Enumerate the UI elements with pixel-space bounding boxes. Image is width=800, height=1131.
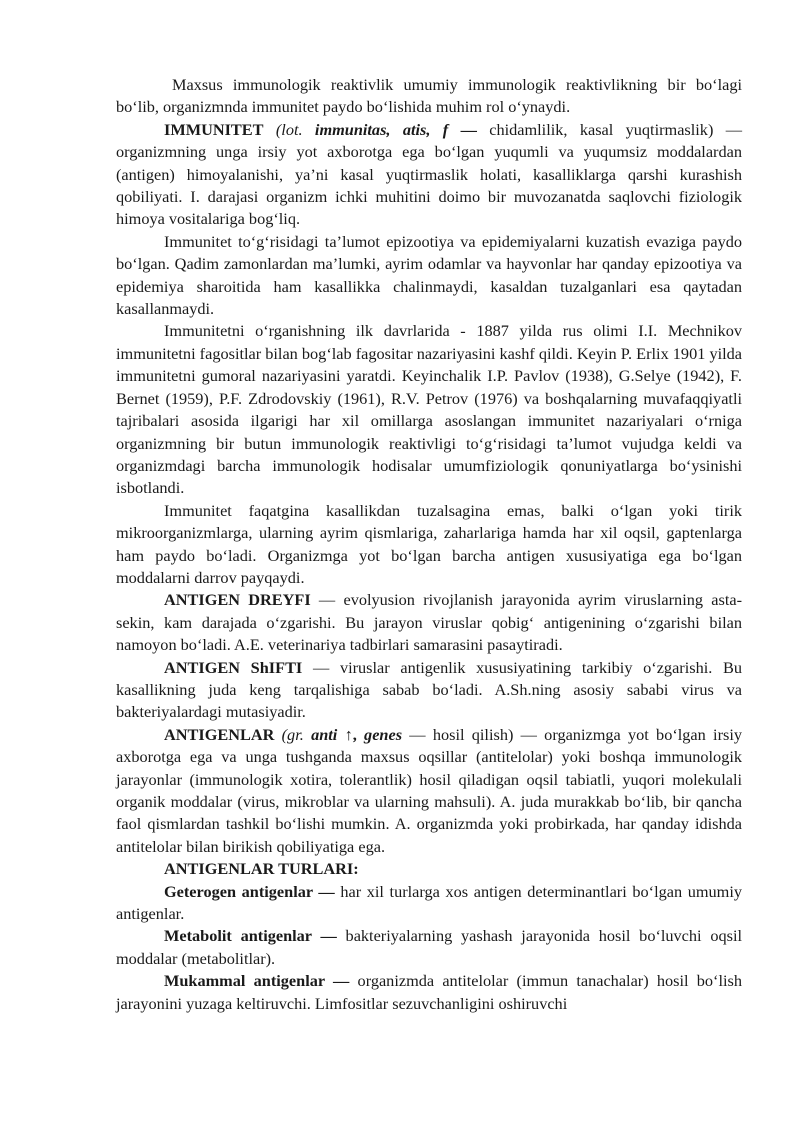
term-heading: Geterogen antigenlar: [164, 881, 313, 901]
paragraph-scope: [116, 500, 742, 590]
paragraph-intro: [116, 74, 742, 119]
paragraph-geterogen: [116, 881, 742, 926]
definition-dash: —: [448, 119, 490, 139]
term-heading: Mukammal antigenlar: [164, 971, 325, 991]
definition-dash: —: [311, 926, 346, 946]
definition-dash: —: [310, 590, 344, 610]
paragraph-mukammal: [116, 970, 742, 1015]
paragraph-text: bakteriyalarning yashash jarayonida hosil bo‘luvchi oqsil moddalar (metabolitlar).: [116, 926, 742, 968]
paragraph-text: Maxsus immunologik reaktivlik umumiy immunologik reaktivlikning bir bo‘lagi bo‘lib, organizmnda immunitet paydo bo‘lishida muhim rol o‘ynaydi.: [116, 75, 742, 117]
paragraph-immunitet: [116, 119, 742, 231]
definition-dash: —: [324, 971, 358, 991]
paragraph-metabolit: [116, 925, 742, 970]
etymology-symbol: ↑,: [337, 724, 365, 744]
term-heading: Metabolit antigenlar: [164, 926, 312, 946]
section-heading-antigen-types: [116, 858, 742, 880]
paragraph-text: Immunitetni o‘rganishning ilk davrlarida - 1887 yilda rus olimi I.I. Mechnikov immunitetni fagositlar bilan bog‘lab fagositar nazariyasini kashf qildi. Keyin P. Erlix 1901 yilda immunitetni gumoral nazariyasini yaratdi. Keyinchalik I.P. Pavlov (1938), G.Selye (1942), F. Bernet (1959), P.F. Zdrodovskiy (1961), R.V. Petrov (1976) va boshqalarning muvafaqqiyatli tajribalari asosida ilgarigi har xil omillarga asoslangan immunitet nazariyalari o‘rniga organizmning bir butun immunologik reaktivligi to‘g‘risidagi ta’lumot vujudga keldi va organizmdagi barcha immunologik hodisalar umumfiziologik qonuniyatlarga bo‘ysinishi isbotlandi.: [116, 321, 742, 498]
paragraph-text: chidamlilik, kasal yuqtirmaslik) — organizmning unga irsiy yot axborotga ega bo‘lgan yuqumli va yuqumsiz moddalardan (antigen) himoyalanishi, ya’ni kasal yuqtirmaslik holati, kasalliklarga qarshi kurashish qobiliyati. I. darajasi organizm ichki muhitini doimo bir muvozanatda saqlovchi fiziologik himoya vositalariga bog‘liq.: [116, 119, 743, 229]
etymology-word: genes: [364, 724, 403, 744]
paragraph-text: Immunitet to‘g‘risidagi ta’lumot epizootiya va epidemiyalarni kuzatish evaziga paydo bo‘lgan. Qadim zamonlardan ma’lumki, ayrim odamlar va hayvonlar har qanday epizootiya va epidemiya sharoitida ham kasallikka chalinmaydi, kasaldan tuzalganlari esa qaytadan kasallanmaydi.: [116, 231, 742, 319]
paragraph-history-1: [116, 231, 742, 321]
paragraph-text: hosil qilish) — organizmga yot bo‘lgan irsiy axborotga ega va unga tushganda maxsus oqsillar (antitelolar) yoki boshqa immunologik jarayonlar (immunologik xotira, tolerantlik) hosil qiladigan oqsil tabiatli, yuqori molekulali organik moddalar (virus, mikroblar va ularning mahsuli). A. juda murakkab bo‘lib, bir qancha faol qismlardan tashkil bo‘lishi mumkin. A. organizmda yoki probirkada, har qanday idishda antitelolar bilan birikish qobiliyatiga ega.: [116, 724, 742, 856]
paragraph-antigen-shift: [116, 657, 742, 724]
paragraph-history-2: [116, 320, 742, 499]
etymology-word: anti: [311, 724, 338, 744]
definition-dash: —: [302, 657, 340, 677]
term-heading: ANTIGEN DREYFI: [164, 590, 311, 610]
term-heading: ANTIGENLAR: [164, 724, 275, 744]
paragraph-antigenlar: [116, 724, 742, 858]
etymology-word: immunitas, atis, f: [314, 119, 449, 139]
paragraph-text: viruslar antigenlik xususiyatining tarkibiy o‘zgarishi. Bu kasallikning juda keng tarqalishiga sabab bo‘ladi. A.Sh.ning asosiy sababi virus va bakteriyalardagi mutasiyadir.: [116, 657, 743, 722]
definition-dash: —: [402, 724, 433, 744]
definition-dash: —: [312, 881, 341, 901]
etymology-prefix: (gr.: [274, 724, 312, 744]
term-heading: IMMUNITET: [164, 119, 264, 139]
paragraph-text: Immunitet faqatgina kasallikdan tuzalsagina emas, balki o‘lgan yoki tirik mikroorganizmlarga, ularning ayrim qismlariga, zaharlariga hamda har xil oqsil, gaptenlarga ham paydo bo‘ladi. Organizmga yot bo‘lgan barcha antigen xususiyatiga ega bo‘lgan moddalarni darrov payqaydi.: [116, 500, 742, 587]
paragraph-antigen-drift: [116, 589, 742, 656]
paragraph-text: evolyusion rivojlanish jarayonida ayrim viruslarning asta-sekin, kam darajada o‘zgarishi. Bu jarayon viruslar qobig‘ antigenining o‘zgarishi bilan namoyon bo‘ladi. A.E. veterinariya tadbirlari samarasini pasaytiradi.: [116, 590, 742, 655]
etymology-prefix: (lot.: [263, 119, 315, 139]
section-heading: ANTIGENLAR TURLARI:: [164, 859, 359, 879]
paragraph-text: har xil turlarga xos antigen determinantlari bo‘lgan umumiy antigenlar.: [116, 881, 742, 924]
paragraph-text: organizmda antitelolar (immun tanachalar) hosil bo‘lish jarayonini yuzaga keltiruvchi. Limfositlar sezuvchanligini oshiruvchi: [116, 971, 742, 1013]
term-heading: ANTIGEN ShIFTI: [164, 657, 303, 677]
